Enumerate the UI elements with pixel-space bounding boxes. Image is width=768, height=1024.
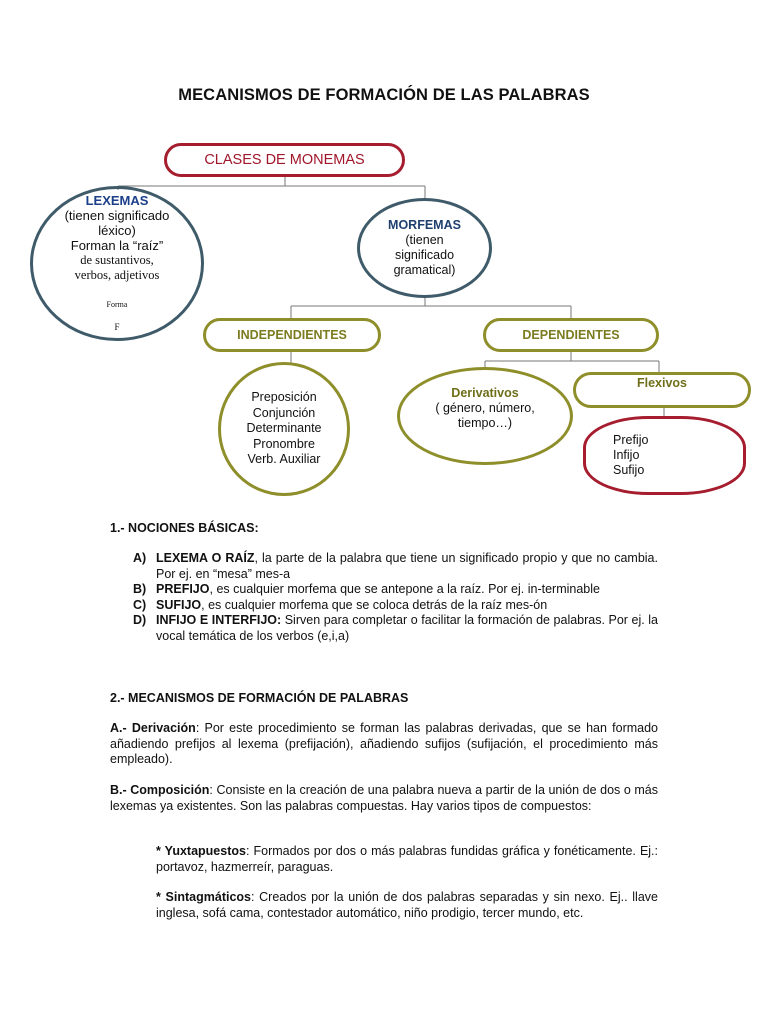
morfemas-heading: MORFEMAS	[388, 218, 461, 232]
node-independientes	[203, 318, 381, 352]
node-lexemas	[30, 186, 204, 341]
list-marker: A)	[133, 551, 147, 565]
node-clases-de-monemas	[164, 143, 405, 177]
list-text: , es cualquier morfema que se coloca detrás de la raíz mes-ón	[201, 597, 548, 612]
paragraph-derivacion	[110, 721, 658, 768]
derivativos-line-2: tiempo…)	[457, 416, 513, 430]
paragraph-sintagmaticos	[156, 890, 658, 921]
list-marker: C)	[133, 597, 147, 612]
node-flexivos	[573, 372, 751, 408]
paragraph-yuxtapuestos	[156, 844, 658, 875]
derivativos-line-1: ( género, número,	[435, 401, 535, 415]
node-morfemas	[357, 198, 492, 298]
lexemas-line-3: Forman la “raíz”	[70, 238, 164, 253]
list-text: , la parte de la palabra que tiene un significado propio y que no cambia. Por ej. en “mesa” mes-a	[156, 551, 658, 581]
lexemas-line-2: léxico)	[98, 223, 136, 238]
list-text: Sirven para completar o facilitar la formación de palabras. Por ej. la vocal temática de los verbos (e,i,a)	[156, 613, 658, 643]
list-term: INFIJO E INTERFIJO:	[156, 613, 282, 627]
independientes-label: INDEPENDIENTES	[237, 328, 347, 342]
composicion-text: : Consiste en la creación de una palabra nueva a partir de la unión de dos o más lexemas ya existentes. Son las palabras compuestas. Hay varios tipos de compuestos:	[110, 783, 658, 813]
lexemas-f-text: F	[114, 322, 120, 332]
derivacion-text: : Por este procedimiento se forman las palabras derivadas, que se han formado añadiendo prefijos al lexema (prefijación), añadiendo sufijos (sufijación, el procedimiento más empleado).	[110, 721, 659, 766]
node-dependientes	[483, 318, 659, 352]
lexemas-line-5: verbos, adjetivos	[74, 268, 160, 282]
list-item	[133, 551, 658, 582]
lexemas-heading: LEXEMAS	[85, 193, 149, 208]
node-flexivos-items	[583, 416, 746, 495]
list-item	[133, 598, 658, 614]
lexemas-line-4: de sustantivos,	[80, 253, 154, 267]
flexivos-item: Sufijo	[613, 463, 645, 477]
derivacion-term: A.- Derivación	[110, 721, 196, 735]
lexemas-tiny-text: Forma	[106, 300, 128, 309]
composicion-term: B.- Composición	[110, 783, 210, 797]
independientes-item: Preposición	[251, 390, 317, 405]
morfemas-line-2: significado	[394, 248, 455, 262]
sintagmaticos-text: : Creados por la unión de dos palabras separadas y sin nexo. Ej.. llave inglesa, sofá cama, contestador automático, niño prodigio, tercer mundo, etc.	[156, 890, 658, 920]
sintagmaticos-term: * Sintagmáticos	[156, 890, 251, 904]
list-term: PREFIJO	[156, 582, 210, 596]
page-title: MECANISMOS DE FORMACIÓN DE LAS PALABRAS	[178, 86, 590, 104]
derivativos-heading: Derivativos	[451, 386, 519, 400]
list-marker: D)	[133, 613, 147, 627]
independientes-item: Determinante	[246, 421, 322, 436]
flexivos-label: Flexivos	[636, 376, 688, 390]
yuxtapuestos-term: * Yuxtapuestos	[156, 844, 246, 858]
list-text: , es cualquier morfema que se antepone a la raíz. Por ej. in-terminable	[209, 582, 600, 596]
paragraph-composicion	[110, 783, 658, 814]
morfemas-line-1: (tienen	[405, 233, 444, 247]
list-marker: B)	[133, 582, 147, 596]
lexemas-line-1: (tienen significado	[64, 208, 170, 223]
morfemas-line-3: gramatical)	[393, 263, 456, 277]
independientes-item: Pronombre	[253, 436, 315, 451]
node-derivativos	[397, 367, 573, 465]
list-item	[133, 582, 658, 598]
node-clases-label: CLASES DE MONEMAS	[204, 152, 365, 168]
flexivos-item: Infijo	[613, 448, 640, 462]
section-1-heading: 1.- NOCIONES BÁSICAS:	[110, 521, 259, 535]
nociones-list	[133, 551, 658, 644]
dependientes-label: DEPENDIENTES	[522, 328, 620, 342]
node-independientes-items	[218, 362, 350, 496]
flexivos-item: Prefijo	[613, 433, 649, 447]
independientes-item: Conjunción	[252, 405, 316, 420]
list-term: SUFIJO	[156, 597, 202, 612]
section-2-heading: 2.- MECANISMOS DE FORMACIÓN DE PALABRAS	[110, 691, 409, 705]
independientes-item: Verb. Auxiliar	[247, 452, 321, 467]
list-term: LEXEMA O RAÍZ	[156, 551, 255, 565]
yuxtapuestos-text: : Formados por dos o más palabras fundidas gráfica y fonéticamente. Ej.: portavoz, hazmerreír, paraguas.	[156, 844, 659, 874]
list-item	[133, 613, 658, 644]
